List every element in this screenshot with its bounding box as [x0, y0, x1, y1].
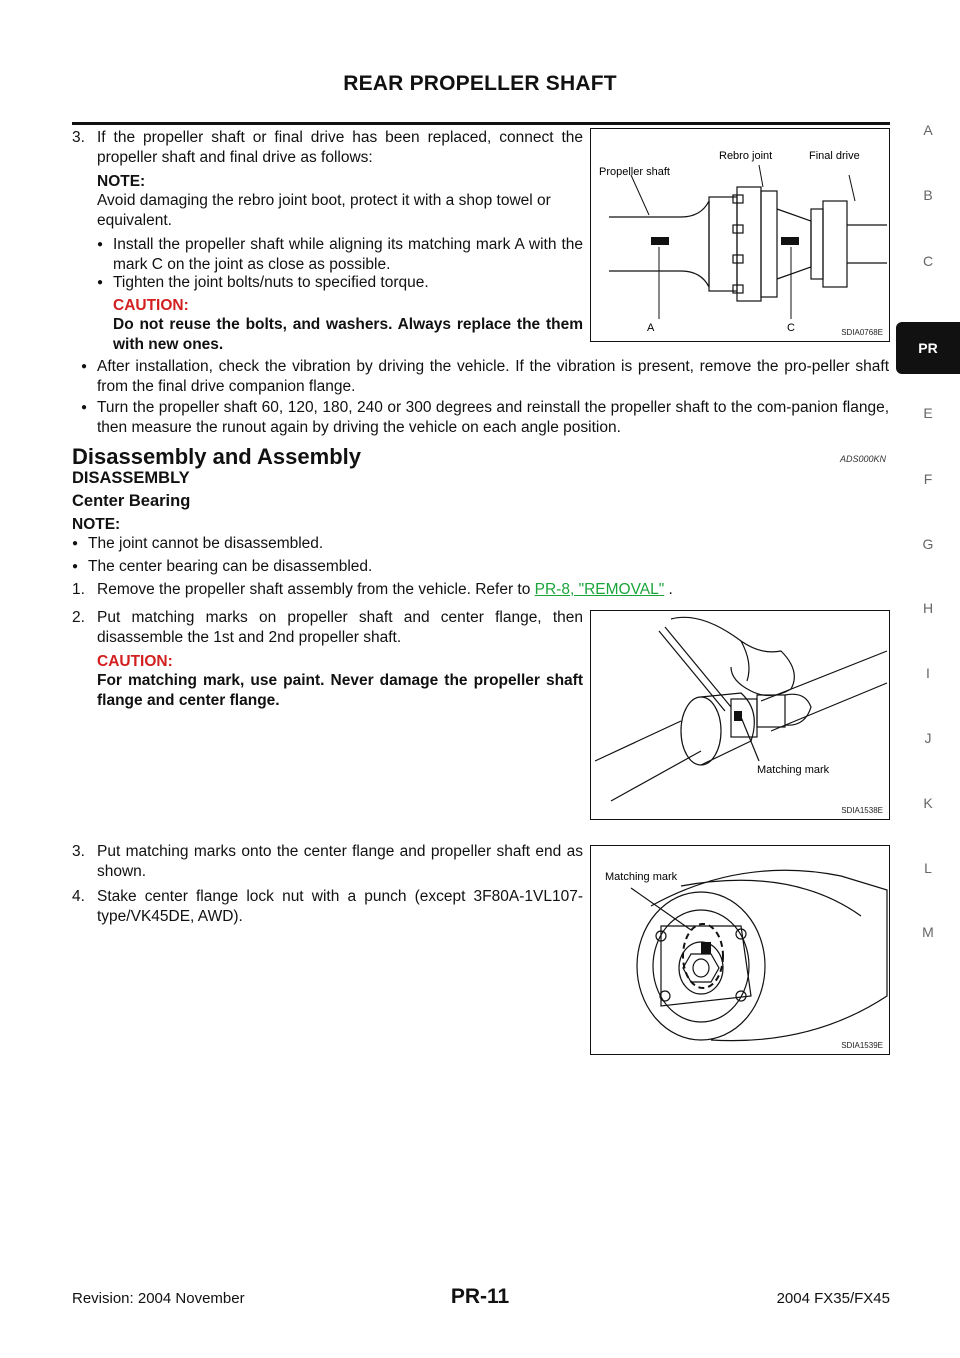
- side-index-b[interactable]: B: [923, 187, 933, 203]
- caution-text: Do not reuse the bolts, and washers. Always replace the them with new ones.: [113, 316, 583, 353]
- figure-center-flange: [590, 845, 890, 1055]
- disassembly-bullet-1: ● The joint cannot be disassembled.: [88, 534, 323, 554]
- label-c: C: [787, 322, 795, 334]
- subsubsection-title: Center Bearing: [72, 492, 191, 510]
- subsection-title: DISASSEMBLY: [72, 469, 190, 487]
- disassembly-step-3: Put matching marks onto the center flange and propeller shaft end as shown.: [97, 843, 583, 880]
- step-number: 2.: [72, 609, 85, 626]
- side-index-a[interactable]: A: [923, 122, 933, 138]
- label-rebro-joint: Rebro joint: [719, 150, 773, 162]
- removal-link[interactable]: PR-8, "REMOVAL": [534, 581, 665, 598]
- side-index-l[interactable]: L: [924, 860, 932, 876]
- step-number: 3.: [72, 843, 85, 860]
- side-index-k[interactable]: K: [923, 795, 933, 811]
- footer-model: 2004 FX35/FX45: [776, 1290, 890, 1307]
- section-code: ADS000KN: [840, 454, 887, 464]
- section-title: Disassembly and Assembly: [72, 444, 361, 469]
- side-index-c[interactable]: C: [922, 253, 934, 269]
- side-index-f[interactable]: F: [923, 471, 933, 487]
- caution-label: CAUTION:: [113, 297, 189, 314]
- step-number: 1.: [72, 581, 85, 598]
- matching-mark-a: [651, 237, 669, 245]
- disassembly-step-2: Put matching marks on propeller shaft and center flange, then disassemble the 1st and 2nd propeller shaft.: [97, 609, 583, 646]
- install-bullet-3: ● After installation, check the vibration by driving the vehicle. If the vibration is present, remove the pro-peller shaft from the final drive companion flange.: [97, 357, 889, 397]
- footer-revision: Revision: 2004 November: [72, 1290, 245, 1307]
- label-final-drive: Final drive: [809, 150, 860, 162]
- disassembly-bullet-2: ● The center bearing can be disassembled.: [88, 557, 372, 577]
- label-matching-mark: Matching mark: [757, 764, 830, 776]
- figure-code: SDIA1538E: [841, 806, 883, 815]
- footer-page-number: PR-11: [450, 1285, 510, 1308]
- disassembly-step-1: Remove the propeller shaft assembly from the vehicle. Refer to PR-8, "REMOVAL" .: [97, 581, 673, 598]
- matching-mark: [734, 711, 742, 721]
- title-rule: [72, 122, 890, 125]
- note-label: NOTE:: [72, 516, 121, 533]
- note-label: NOTE:: [97, 173, 146, 190]
- matching-mark-c: [781, 237, 799, 245]
- side-index-pr[interactable]: PR: [896, 322, 960, 374]
- note-text: Avoid damaging the rebro joint boot, protect it with a shop towel or equivalent.: [97, 192, 551, 229]
- label-matching-mark: Matching mark: [605, 871, 678, 883]
- side-index-i[interactable]: I: [926, 665, 930, 681]
- step-number: 3.: [72, 129, 85, 146]
- rebro-joint-illustration: [591, 129, 888, 340]
- install-bullet-2: ● Tighten the joint bolts/nuts to specified torque.: [113, 273, 583, 293]
- disassembly-step-4: Stake center flange lock nut with a punch (except 3F80A-1VL107- type/VK45DE, AWD).: [97, 888, 583, 925]
- center-flange-illustration: [591, 846, 888, 1052]
- figure-code: SDIA0768E: [841, 328, 883, 337]
- install-bullet-4: ● Turn the propeller shaft 60, 120, 180, 240 or 300 degrees and reinstall the propeller shaft to the com-panion flange, then measure the runout again by driving the vehicle on each angle position.: [97, 398, 889, 438]
- page-title: REAR PROPELLER SHAFT: [343, 72, 617, 95]
- label-propeller-shaft: Propeller shaft: [599, 166, 670, 178]
- side-index-h[interactable]: H: [922, 600, 934, 616]
- side-index-m[interactable]: M: [922, 924, 934, 940]
- install-bullet-1: ● Install the propeller shaft while aligning its matching mark A with the mark C on the joint as close as possible.: [113, 235, 583, 275]
- install-step-3: If the propeller shaft or final drive has been replaced, connect the propeller shaft and final drive as follows:: [97, 129, 583, 166]
- caution-text: For matching mark, use paint. Never damage the propeller shaft flange and center flange.: [97, 672, 583, 709]
- matching-mark: [701, 942, 711, 954]
- step-number: 4.: [72, 888, 85, 905]
- side-index-e[interactable]: E: [923, 405, 933, 421]
- side-index-g[interactable]: G: [922, 536, 934, 552]
- side-index-j[interactable]: J: [924, 730, 932, 746]
- figure-code: SDIA1539E: [841, 1041, 883, 1050]
- caution-label: CAUTION:: [97, 653, 173, 670]
- figure-matching-marks-shaft: [590, 610, 890, 820]
- figure-propeller-rebro-joint: [590, 128, 890, 342]
- matching-mark-illustration: [591, 611, 888, 817]
- label-a: A: [647, 322, 655, 334]
